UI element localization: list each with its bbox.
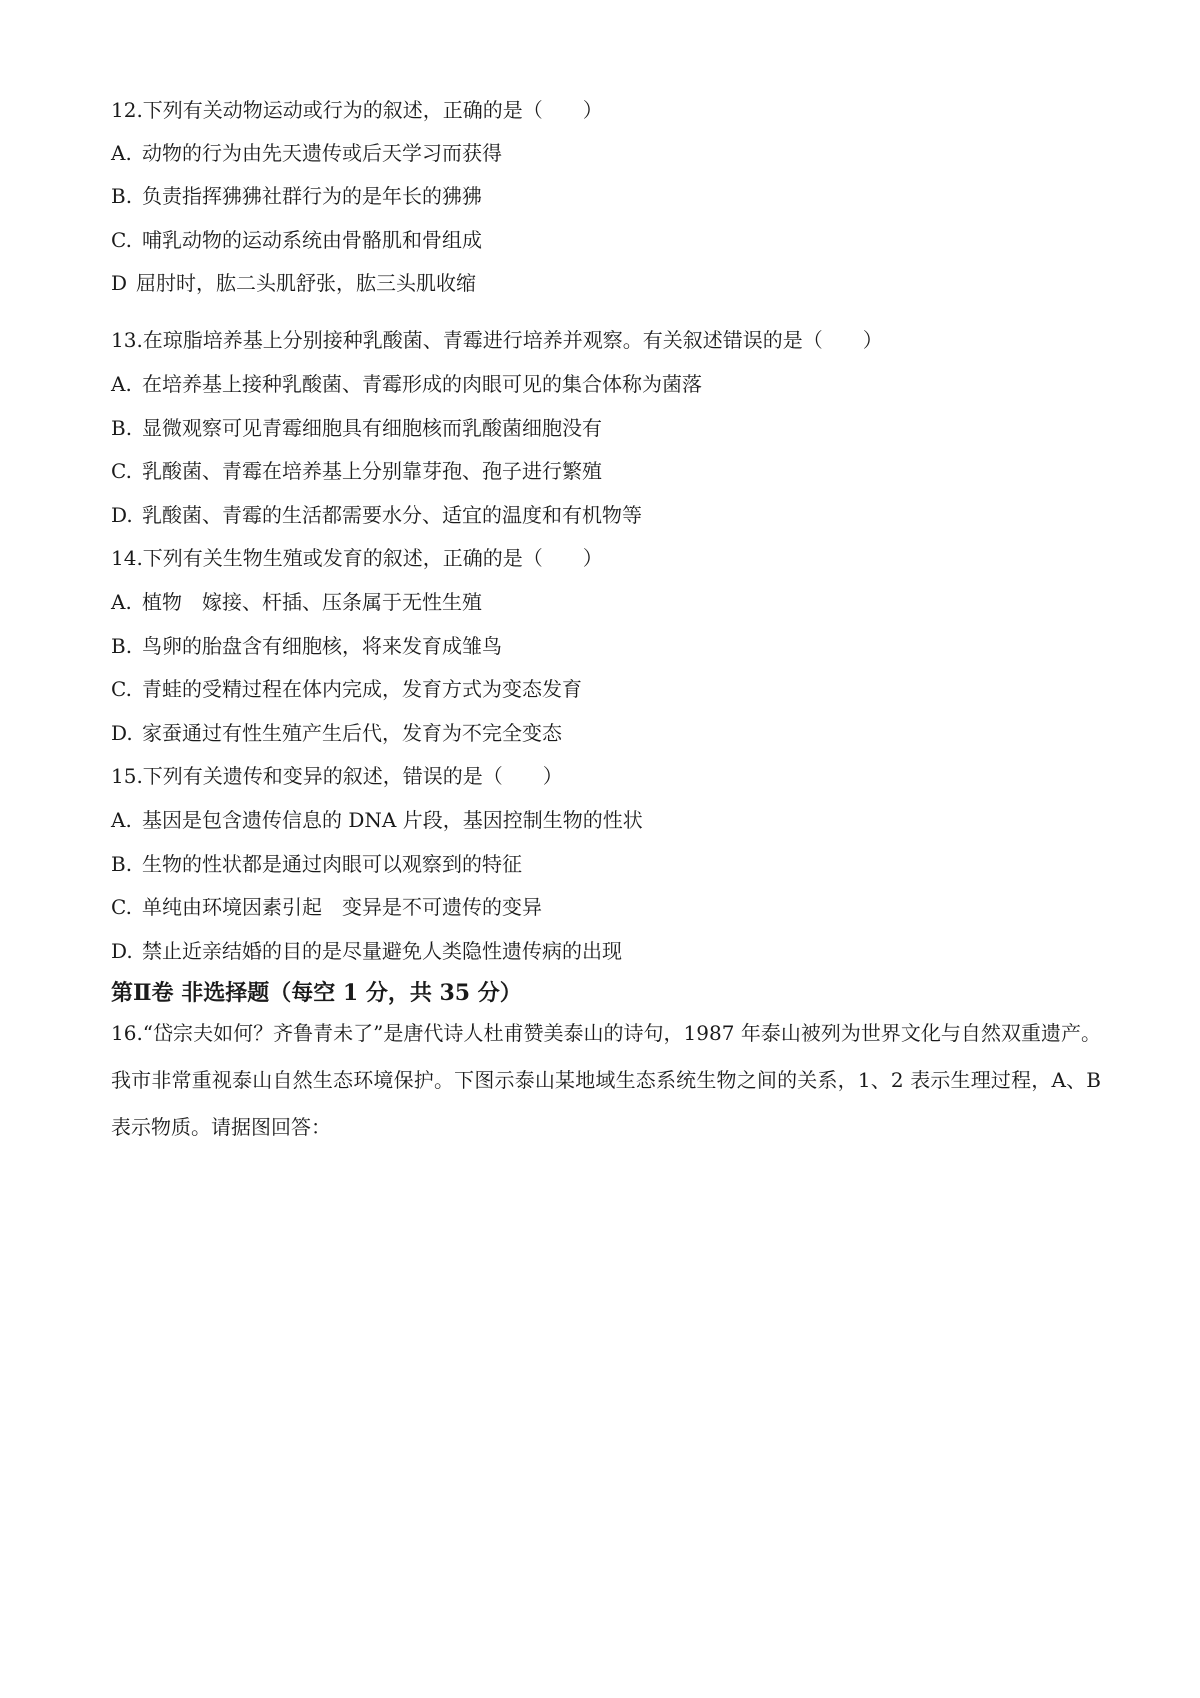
question-15-stem: 15.下列有关遗传和变异的叙述，错误的是（ ）: [111, 764, 563, 788]
option-text: 负责指挥狒狒社群行为的是年长的狒狒: [142, 184, 482, 208]
option-text: 鸟卵的胎盘含有细胞核，将来发育成雏鸟: [142, 634, 502, 658]
option-letter: D.: [111, 503, 133, 527]
question-13-option-b: [111, 414, 602, 442]
option-letter: D.: [111, 721, 133, 745]
option-text: 哺乳动物的运动系统由骨骼肌和骨组成: [142, 228, 482, 252]
option-text: 在培养基上接种乳酸菌、青霉形成的肉眼可见的集合体称为菌落: [142, 372, 702, 396]
option-letter: A.: [111, 141, 132, 165]
option-text: 屈肘时，肱二头肌舒张，肱三头肌收缩: [136, 271, 476, 295]
option-text: 乳酸菌、青霉在培养基上分别靠芽孢、孢子进行繁殖: [142, 459, 602, 483]
question-14-option-b: [111, 632, 502, 660]
question-15-option-a: [111, 806, 643, 834]
option-letter: B.: [111, 416, 133, 440]
option-letter: A.: [111, 372, 132, 396]
option-text: 禁止近亲结婚的目的是尽量避免人类隐性遗传病的出现: [142, 939, 622, 963]
question-14-option-d: [111, 719, 562, 747]
option-text: 动物的行为由先天遗传或后天学习而获得: [142, 141, 502, 165]
option-letter: B.: [111, 184, 133, 208]
option-text: 生物的性状都是通过肉眼可以观察到的特征: [142, 852, 522, 876]
option-letter: B.: [111, 634, 133, 658]
section-title: 第Ⅱ卷 非选择题（每空 1 分，共 35 分）: [111, 980, 522, 1006]
question-13-stem: 13.在琼脂培养基上分别接种乳酸菌、青霉进行培养并观察。有关叙述错误的是（ ）: [111, 328, 883, 352]
question-12-stem: 12.下列有关动物运动或行为的叙述，正确的是（ ）: [111, 98, 603, 122]
option-letter: A.: [111, 590, 132, 614]
question-13-option-c: [111, 457, 602, 485]
question-15-option-d: [111, 937, 622, 965]
option-text: 单纯由环境因素引起 变异是不可遗传的变异: [142, 895, 542, 919]
question-14-option-c: [111, 675, 582, 703]
question-15-option-b: [111, 850, 522, 878]
question-12-option-c: [111, 226, 482, 254]
question-12-option-a: [111, 139, 502, 167]
question-14-stem: 14.下列有关生物生殖或发育的叙述，正确的是（ ）: [111, 546, 603, 570]
option-letter: C.: [111, 228, 132, 252]
option-text: 乳酸菌、青霉的生活都需要水分、适宜的温度和有机物等: [142, 503, 642, 527]
option-letter: D.: [111, 939, 133, 963]
question-14-option-a: [111, 588, 482, 616]
question-16-text: 16.“岱宗夫如何？齐鲁青未了”是唐代诗人杜甫赞美泰山的诗句，1987 年泰山被列为世界文化与自然双重遗产。我市非常重视泰山自然生态环境保护。下图示泰山某地域生态系统生物之间的关系，1、2 表示生理过程，A、B 表示物质。请据图回答：: [111, 1021, 1101, 1139]
option-text: 植物 嫁接、杆插、压条属于无性生殖: [142, 590, 482, 614]
question-13-option-d: [111, 501, 642, 529]
option-letter: A.: [111, 808, 132, 832]
option-letter: D: [111, 271, 128, 295]
question-12-option-d: [111, 269, 476, 297]
option-text: 家蚕通过有性生殖产生后代，发育为不完全变态: [142, 721, 562, 745]
question-13-option-a: [111, 370, 702, 398]
option-text: 基因是包含遗传信息的 DNA 片段，基因控制生物的性状: [142, 808, 643, 832]
option-text: 青蛙的受精过程在体内完成，发育方式为变态发育: [142, 677, 582, 701]
question-12-option-b: [111, 182, 482, 210]
option-letter: C.: [111, 895, 132, 919]
option-letter: B.: [111, 852, 133, 876]
option-text: 显微观察可见青霉细胞具有细胞核而乳酸菌细胞没有: [142, 416, 602, 440]
question-15-option-c: [111, 893, 542, 921]
option-letter: C.: [111, 677, 132, 701]
option-letter: C.: [111, 459, 132, 483]
